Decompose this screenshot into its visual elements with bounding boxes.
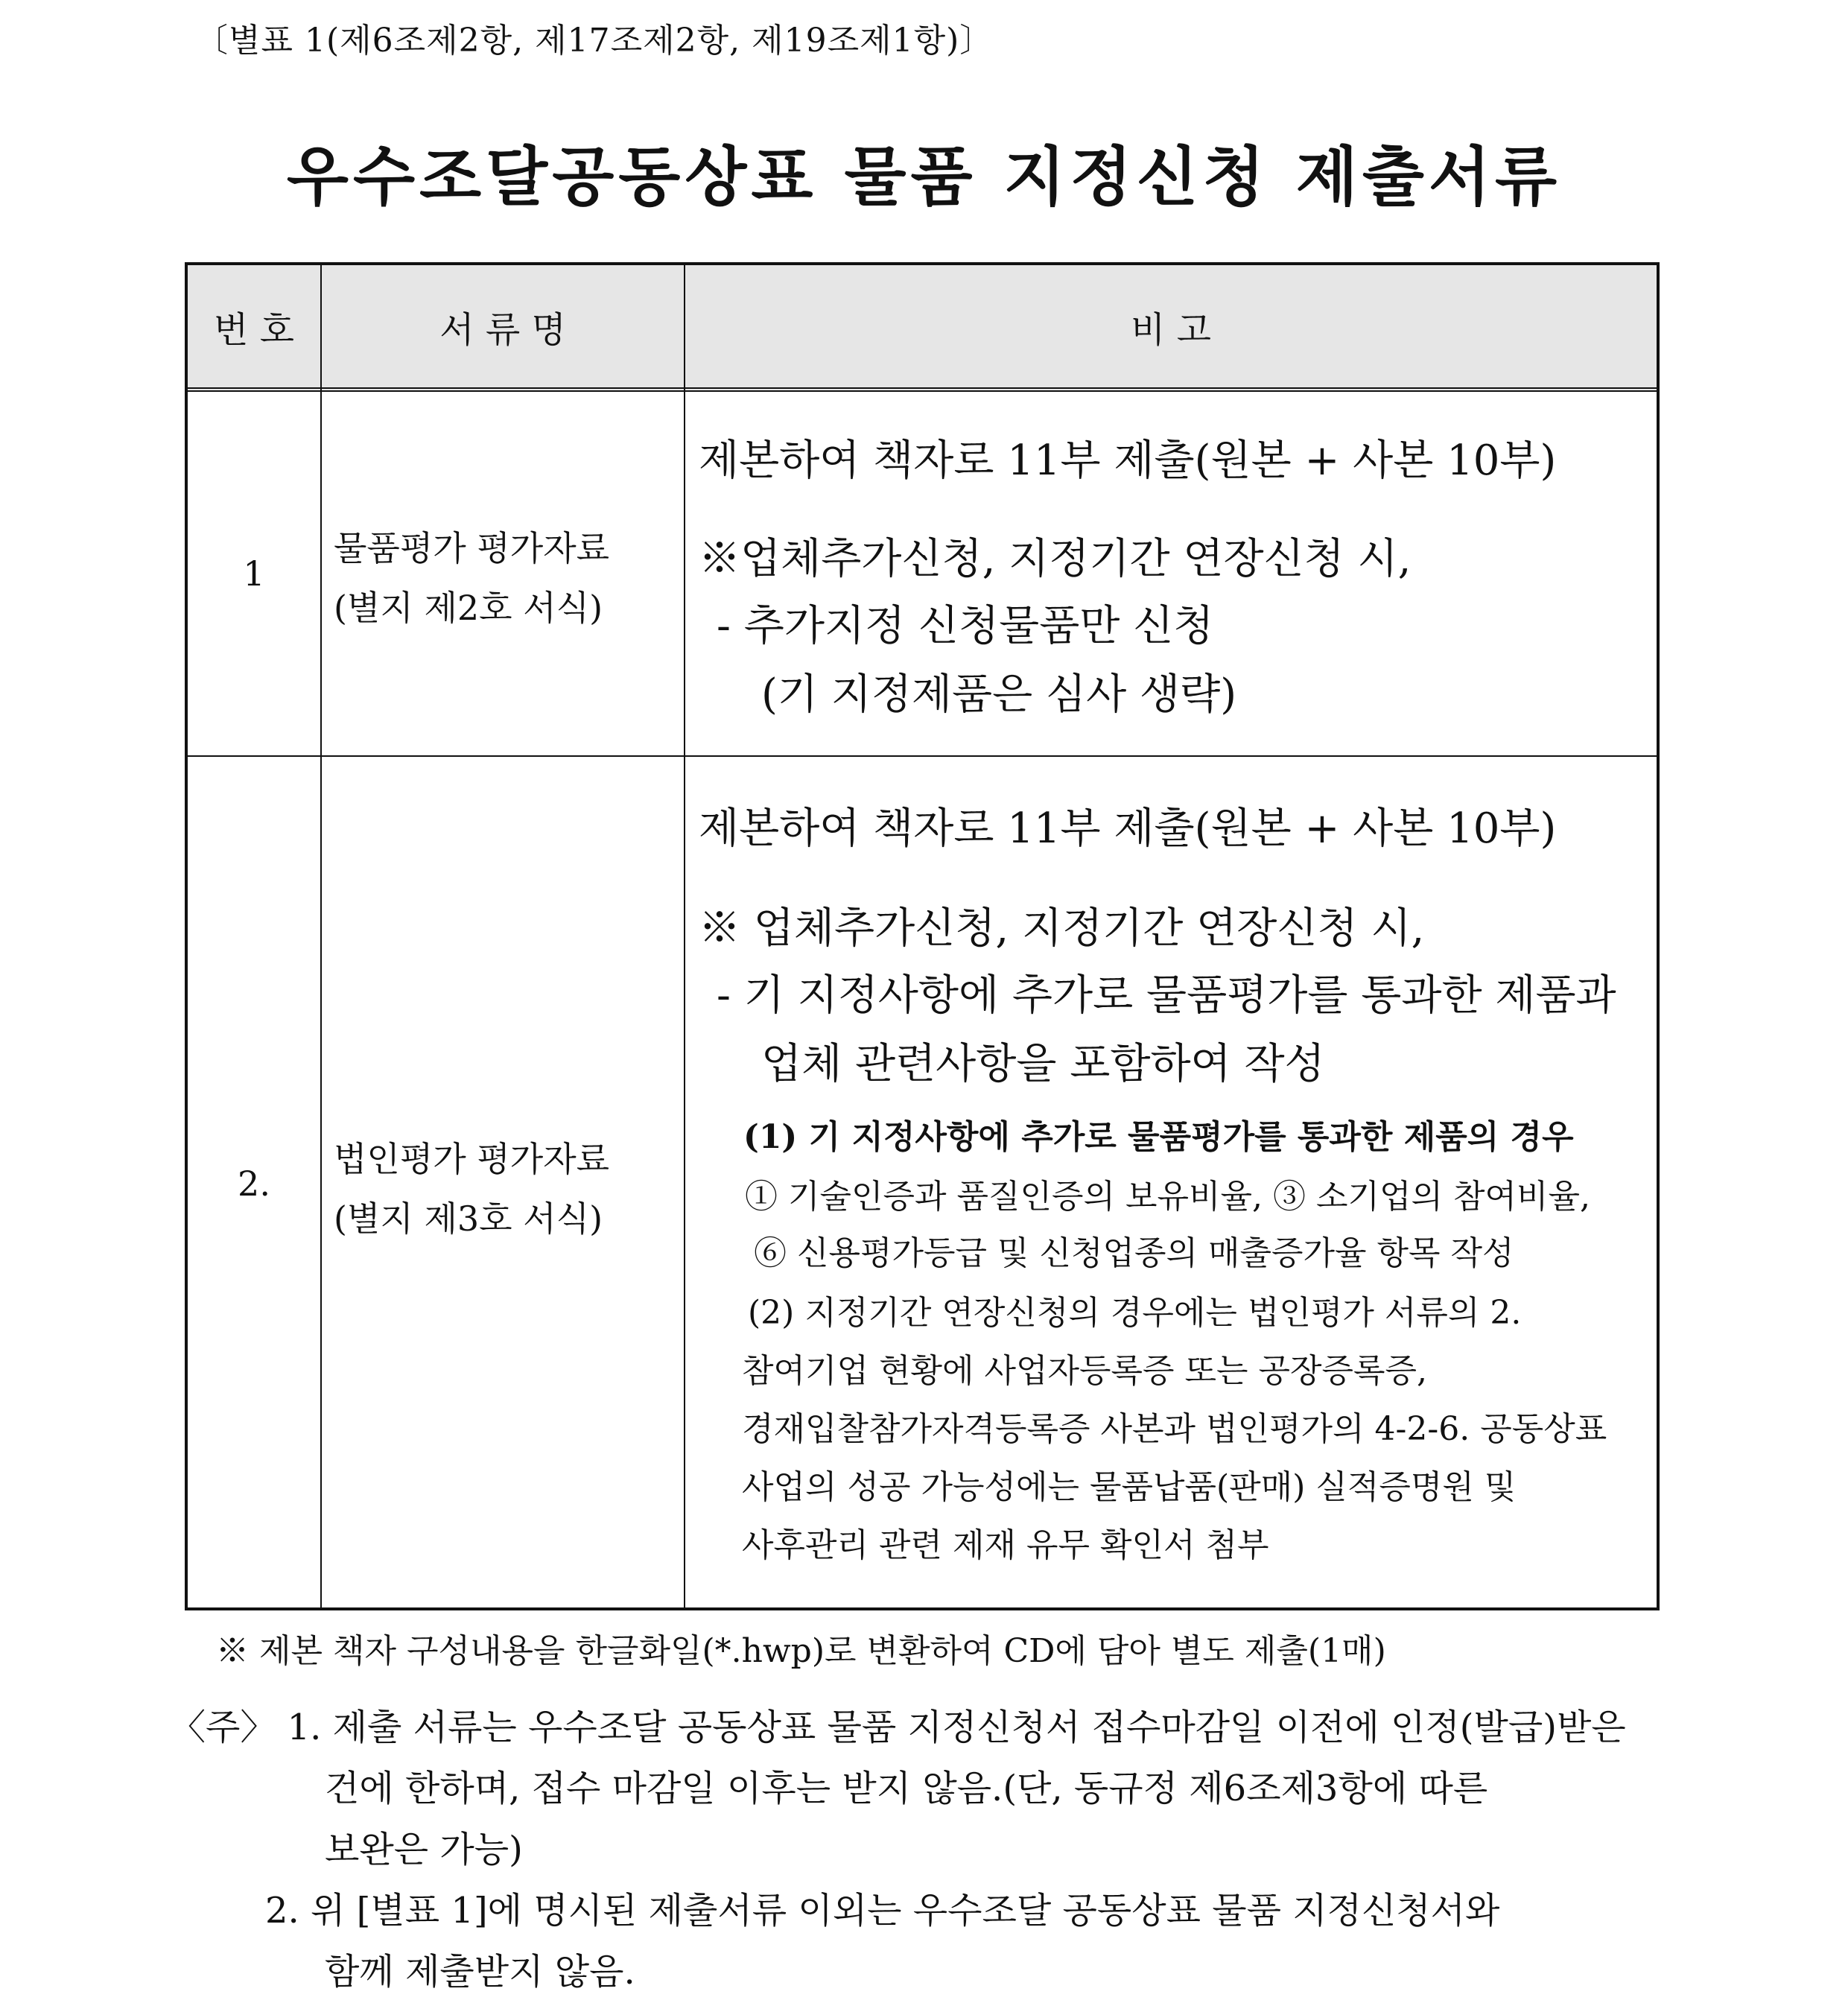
sub-remark-line: ① 기술인증과 품질인증의 보유비율, ③ 소기업의 참여비율, — [745, 1178, 1590, 1216]
column-divider — [320, 265, 322, 1607]
sub-remark-line: (1) 기 지정사항에 추가로 물품평가를 통과한 제품의 경우 — [743, 1118, 1574, 1156]
row-doc-name — [334, 518, 684, 638]
sub-remark-line: (2) 지정기간 연장신청의 경우에는 법인평가 서류의 2. — [748, 1294, 1522, 1332]
sub-remark-line: ⑥ 신용평가등급 및 신청업종의 매출증가율 항목 작성 — [754, 1234, 1514, 1272]
doc-name-line: (별지 제3호 서식) — [334, 1199, 603, 1239]
remark-line: 업체 관련사항을 포함하여 작성 — [761, 1040, 1325, 1088]
note-line: 건에 한하며, 접수 마감일 이후는 받지 않음.(단, 동규정 제6조제3항에 따른 — [325, 1768, 1488, 1809]
doc-name-line: 법인평가 평가자료 — [334, 1139, 610, 1179]
remark-line: - 추가지정 신청물품만 신청 — [717, 602, 1214, 650]
sub-remark-line: 사후관리 관련 제재 유무 확인서 첨부 — [742, 1526, 1269, 1564]
document-title: 우수조달공동상표 물품 지정신청 제출서류 — [286, 140, 1562, 215]
remark-line: ※업체추가신청, 지정기간 연장신청 시, — [699, 535, 1412, 583]
remark-line: ※ 업체추가신청, 지정기간 연장신청 시, — [699, 904, 1425, 953]
header-reference: 〔별표 1(제6조제2항, 제17조제2항, 제19조제1항)〕 — [195, 22, 994, 60]
sub-remark-line: 경재입찰참가자격등록증 사본과 법인평가의 4-2-6. 공동상표 — [742, 1410, 1607, 1448]
row-number: 1 — [243, 553, 265, 594]
note-line: 2. 위 [별표 1]에 명시된 제출서류 이외는 우수조달 공동상표 물품 지정신청서와 — [265, 1890, 1500, 1932]
sub-remark-line: 사업의 성공 가능성에는 물품납품(판매) 실적증명원 및 — [742, 1468, 1517, 1506]
doc-name-line: 물품평가 평가자료 — [334, 528, 610, 568]
remark-line: 제본하여 책자로 11부 제출(원본 + 사본 10부) — [699, 437, 1557, 485]
remark-line: (기 지정제품은 심사 생략) — [761, 670, 1237, 719]
remark-line: 제본하여 책자로 11부 제출(원본 + 사본 10부) — [699, 804, 1557, 853]
table-header — [188, 265, 1657, 392]
remark-line: - 기 지정사항에 추가로 물품평가를 통과한 제품과 — [717, 971, 1616, 1020]
doc-name-line: (별지 제2호 서식) — [334, 588, 603, 628]
header-remarks: 비 고 — [1131, 308, 1211, 351]
row-number: 2. — [238, 1164, 270, 1204]
documents-table — [185, 262, 1660, 1610]
column-divider — [684, 265, 685, 1607]
header-doc-name: 서 류 명 — [439, 308, 566, 351]
footnote: ※ 제본 책자 구성내용을 한글화일(*.hwp)로 변환하여 CD에 담아 별도 제출(1매) — [216, 1632, 1386, 1670]
sub-remark-line: 참여기업 현황에 사업자등록증 또는 공장증록증, — [742, 1352, 1428, 1390]
row-doc-name — [334, 1129, 684, 1248]
header-number: 번 호 — [214, 308, 294, 351]
note-line: 보완은 가능) — [325, 1829, 523, 1870]
row-divider — [188, 755, 1657, 757]
note-line: 〈주〉 1. 제출 서류는 우수조달 공동상표 물품 지정신청서 접수마감일 이전에 인정(발급)받은 — [170, 1707, 1626, 1748]
note-line: 함께 제출받지 않음. — [325, 1951, 635, 1993]
